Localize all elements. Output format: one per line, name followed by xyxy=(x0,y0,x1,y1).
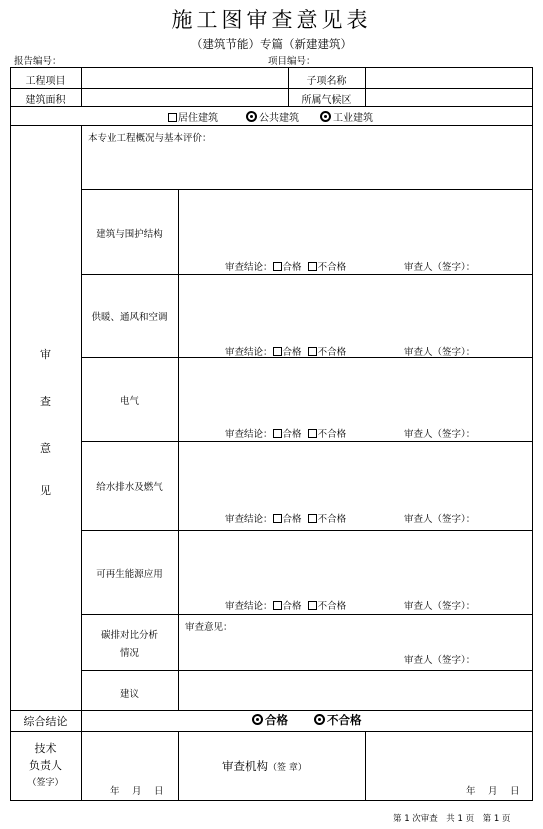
project-label: 工程项目 xyxy=(25,76,66,87)
review-side-char-2: 查 xyxy=(40,395,51,408)
overview-label: 本专业工程概况与基本评价： xyxy=(88,133,212,144)
reviewer-signature-label: 审查人（签字）： xyxy=(404,347,476,358)
suggestion-field[interactable] xyxy=(179,671,532,709)
section-label-renewable: 可再生能源应用 xyxy=(96,569,163,580)
reviewer-signature-label: 审查人（签字）： xyxy=(404,601,476,612)
review-side-char-1: 审 xyxy=(40,348,51,361)
climate-label: 所属气候区 xyxy=(301,95,352,106)
summary-fail-option[interactable]: 不合格 xyxy=(314,712,362,728)
fail-checkbox-icon[interactable] xyxy=(308,347,317,356)
section-label-electrical: 电气 xyxy=(119,396,139,407)
subitem-label: 子项名称 xyxy=(306,76,347,87)
pass-checkbox-icon[interactable] xyxy=(273,514,282,523)
review-side-char-3: 意 xyxy=(40,442,51,455)
overview-field[interactable] xyxy=(82,145,532,188)
reviewer-signature-label: 审查人（签字）： xyxy=(404,514,476,525)
reviewer-signature-label: 审查人（签字）： xyxy=(404,429,476,440)
section-label-envelope: 建筑与围护结构 xyxy=(96,229,163,240)
verdict-row: 审查结论： 合格 不合格 xyxy=(225,601,347,612)
fail-checkbox-icon[interactable] xyxy=(308,262,317,271)
section-label-plumbing: 给水排水及燃气 xyxy=(96,482,163,493)
fail-checkbox-icon[interactable] xyxy=(308,429,317,438)
carbon-opinion-label: 审查意见： xyxy=(185,622,233,633)
summary-label: 综合结论 xyxy=(23,715,68,728)
tech-lead-label-line1: 技术 xyxy=(34,742,57,755)
verdict-row: 审查结论： 合格 不合格 xyxy=(225,514,347,525)
suggestion-label: 建议 xyxy=(119,689,139,700)
tech-lead-label-line2: 负责人 xyxy=(29,759,62,772)
reviewer-signature-label: 审查人（签字）： xyxy=(404,655,476,666)
carbon-label-line2: 情况 xyxy=(119,648,139,659)
page-title: 施工图审查意见表 xyxy=(171,8,372,32)
building-type-industrial[interactable]: 工业建筑 xyxy=(320,109,373,124)
selected-radio-icon xyxy=(314,714,325,725)
checkbox-icon xyxy=(168,113,177,122)
tech-lead-date: 年 月 日 xyxy=(110,786,164,797)
report-number-label: 报告编号： xyxy=(14,56,62,67)
org-date: 年 月 日 xyxy=(466,786,520,797)
summary-pass-option[interactable]: 合格 xyxy=(252,712,288,728)
selected-radio-icon xyxy=(246,111,257,122)
pass-checkbox-icon[interactable] xyxy=(273,262,282,271)
section-label-hvac: 供暖、通风和空调 xyxy=(91,312,168,323)
verdict-row: 审查结论： 合格 不合格 xyxy=(225,429,347,440)
project-field[interactable] xyxy=(82,68,287,87)
fail-checkbox-icon[interactable] xyxy=(308,514,317,523)
carbon-label-line1: 碳排对比分析 xyxy=(100,630,158,641)
pass-checkbox-icon[interactable] xyxy=(273,601,282,610)
page-footer: 第 1 次审查 共 1 页 第 1 页 xyxy=(393,814,511,824)
pass-checkbox-icon[interactable] xyxy=(273,347,282,356)
building-type-public[interactable]: 公共建筑 xyxy=(246,109,299,124)
subitem-field[interactable] xyxy=(366,68,531,87)
tech-lead-label-line3: （签字） xyxy=(27,778,64,788)
reviewer-signature-label: 审查人（签字）： xyxy=(404,262,476,273)
fail-checkbox-icon[interactable] xyxy=(308,601,317,610)
verdict-row: 审查结论： 合格 不合格 xyxy=(225,262,347,273)
selected-radio-icon xyxy=(252,714,263,725)
building-type-residential[interactable]: 居住建筑 xyxy=(168,109,218,124)
area-label: 建筑面积 xyxy=(25,95,66,106)
climate-field[interactable] xyxy=(366,89,531,105)
pass-checkbox-icon[interactable] xyxy=(273,429,282,438)
review-org-label: 审查机构（签 章） xyxy=(222,759,307,773)
verdict-row: 审查结论： 合格 不合格 xyxy=(225,347,347,358)
page-subtitle: （建筑节能）专篇（新建建筑） xyxy=(191,37,352,51)
area-field[interactable] xyxy=(82,89,287,105)
selected-radio-icon xyxy=(320,111,331,122)
review-side-char-4: 见 xyxy=(40,484,51,497)
project-number-label: 项目编号： xyxy=(268,56,316,67)
